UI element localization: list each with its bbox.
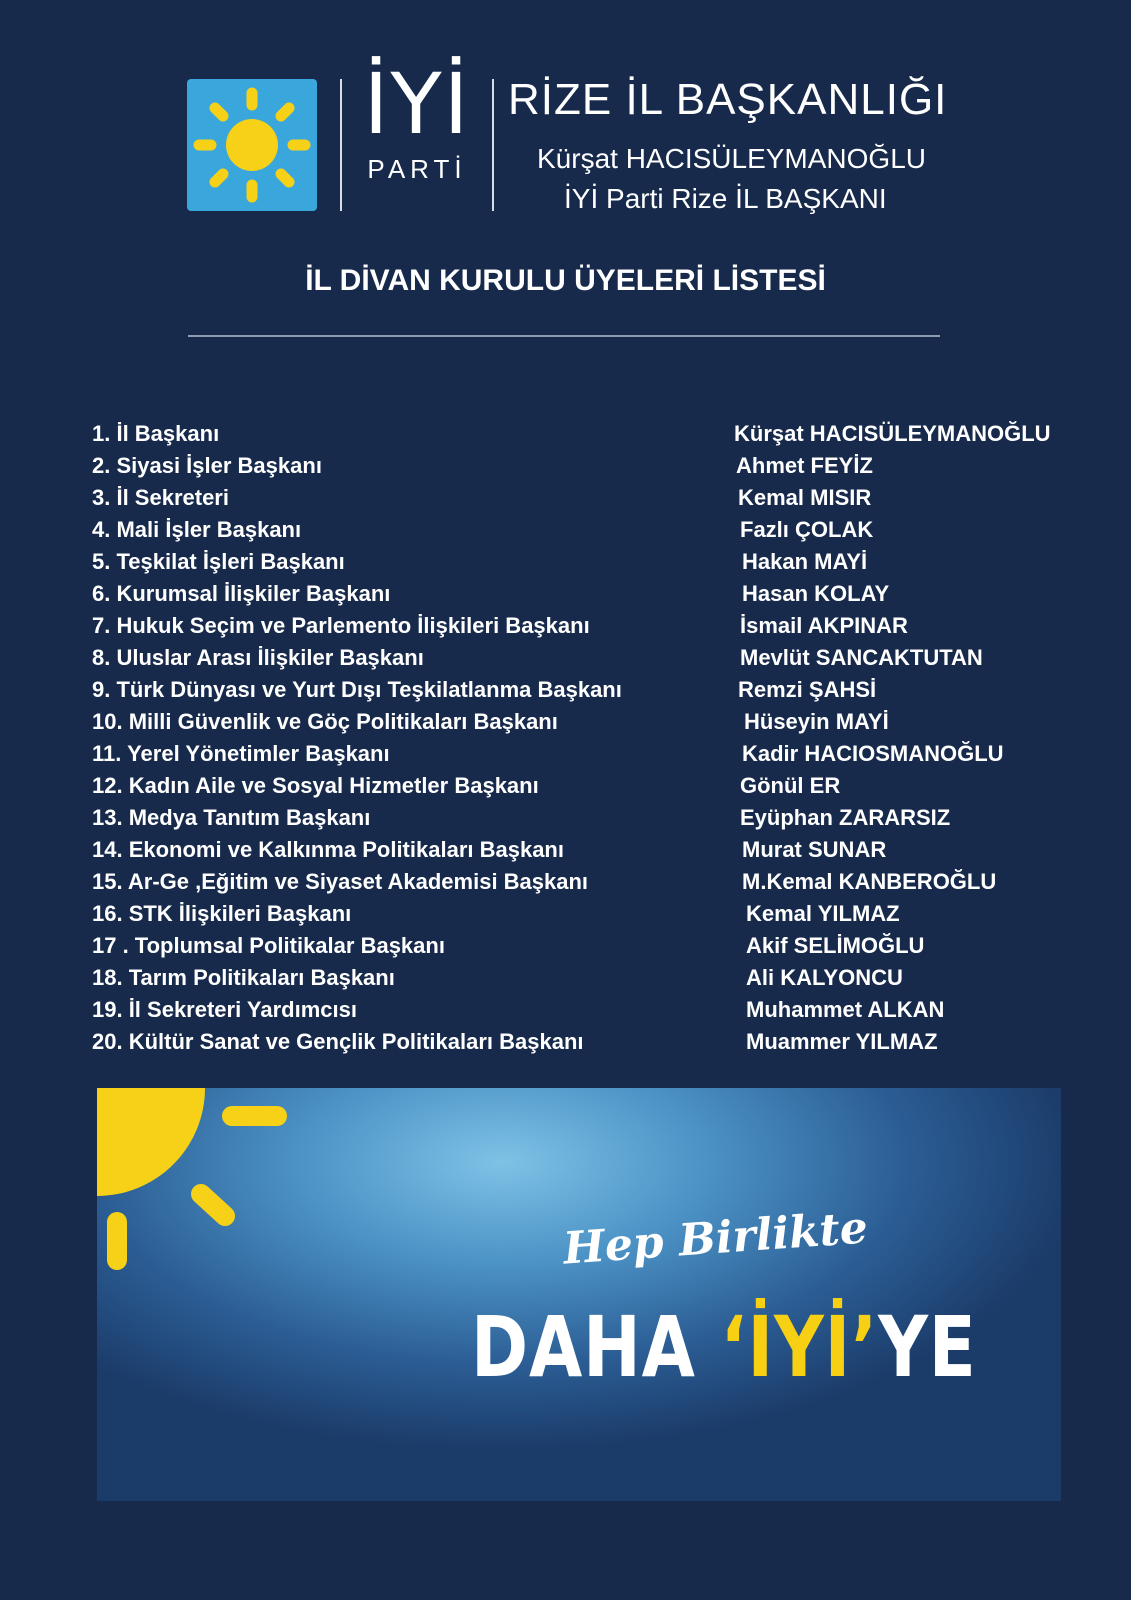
member-name: Fazlı ÇOLAK: [740, 517, 874, 542]
wordmark-parti: PARTİ: [367, 154, 467, 184]
member-name: Hüseyin MAYİ: [744, 709, 889, 734]
slogan-iyi: ‘İYİ’: [720, 1298, 879, 1396]
member-row: [92, 773, 1112, 805]
member-position: 12. Kadın Aile ve Sosyal Hizmetler Başkanı: [92, 773, 539, 798]
slogan-line-1: Hep Birlikte: [561, 1202, 870, 1275]
wordmark-iyi: İYİ: [363, 55, 471, 153]
member-position: 6. Kurumsal İlişkiler Başkanı: [92, 581, 391, 606]
member-list: [92, 421, 1112, 1061]
member-name: Akif SELİMOĞLU: [746, 933, 925, 958]
member-name: Gönül ER: [740, 773, 841, 798]
logo-divider-right: [492, 79, 494, 211]
member-name: Muammer YILMAZ: [746, 1029, 938, 1054]
member-position: 18. Tarım Politikaları Başkanı: [92, 965, 395, 990]
member-position: 17 . Toplumsal Politikalar Başkanı: [92, 933, 445, 958]
member-name: Murat SUNAR: [742, 837, 887, 862]
member-position: 1. İl Başkanı: [92, 421, 220, 446]
member-row: [92, 581, 1112, 613]
member-row: [92, 837, 1112, 869]
banner-sun-icon: [97, 1088, 317, 1288]
member-position: 7. Hukuk Seçim ve Parlemento İlişkileri Başkanı: [92, 613, 590, 638]
member-row: [92, 933, 1112, 965]
member-position: 4. Mali İşler Başkanı: [92, 517, 302, 542]
member-row: [92, 965, 1112, 997]
party-logo: [187, 79, 317, 211]
member-position: 15. Ar-Ge ,Eğitim ve Siyaset Akademisi Başkanı: [92, 869, 589, 894]
member-name: Muhammet ALKAN: [746, 997, 945, 1022]
member-row: [92, 741, 1112, 773]
member-row: [92, 549, 1112, 581]
member-row: [92, 997, 1112, 1029]
member-name: Eyüphan ZARARSIZ: [740, 805, 951, 830]
member-row: [92, 901, 1112, 933]
member-name: Remzi ŞAHSİ: [738, 677, 877, 702]
member-name: Kadir HACIOSMANOĞLU: [742, 741, 1004, 766]
member-name: İsmail AKPINAR: [740, 613, 908, 638]
member-row: [92, 709, 1112, 741]
slogan-ye: YE: [878, 1298, 977, 1396]
member-position: 14. Ekonomi ve Kalkınma Politikaları Başkanı: [92, 837, 564, 862]
slogan-line-2: [471, 1298, 977, 1396]
sun-icon: [187, 79, 317, 211]
member-name: Hasan KOLAY: [742, 581, 890, 606]
member-position: 13. Medya Tanıtım Başkanı: [92, 805, 371, 830]
party-wordmark: [358, 55, 476, 185]
member-position: 10. Milli Güvenlik ve Göç Politikaları Başkanı: [92, 709, 558, 734]
member-row: [92, 485, 1112, 517]
member-name: Kürşat HACISÜLEYMANOĞLU: [734, 421, 1051, 446]
member-row: [92, 613, 1112, 645]
member-position: 5. Teşkilat İşleri Başkanı: [92, 549, 345, 574]
member-name: Ahmet FEYİZ: [736, 453, 873, 478]
logo-divider-left: [340, 79, 342, 211]
member-name: Hakan MAYİ: [742, 549, 868, 574]
member-row: [92, 517, 1112, 549]
title-divider: [188, 335, 940, 337]
org-title: RİZE İL BAŞKANLIĞI: [508, 75, 948, 124]
slogan-daha: DAHA: [471, 1298, 721, 1396]
member-name: Mevlüt SANCAKTUTAN: [740, 645, 983, 670]
member-row: [92, 645, 1112, 677]
member-position: 2. Siyasi İşler Başkanı: [92, 453, 322, 478]
member-position: 11. Yerel Yönetimler Başkanı: [92, 741, 390, 766]
member-name: M.Kemal KANBEROĞLU: [742, 869, 997, 894]
member-row: [92, 421, 1112, 453]
header-block: [508, 75, 948, 124]
chair-name: Kürşat HACISÜLEYMANOĞLU: [537, 143, 926, 174]
member-position: 19. İl Sekreteri Yardımcısı: [92, 997, 357, 1022]
member-name: Kemal MISIR: [738, 485, 872, 510]
member-row: [92, 677, 1112, 709]
member-name: Ali KALYONCU: [746, 965, 903, 990]
member-row: [92, 1029, 1112, 1061]
member-position: 20. Kültür Sanat ve Gençlik Politikaları Başkanı: [92, 1029, 584, 1054]
member-row: [92, 805, 1112, 837]
member-position: 3. İl Sekreteri: [92, 485, 229, 510]
member-row: [92, 453, 1112, 485]
member-row: [92, 869, 1112, 901]
member-position: 8. Uluslar Arası İlişkiler Başkanı: [92, 645, 424, 670]
slogan-banner: [97, 1088, 1061, 1501]
chair-role: İYİ Parti Rize İL BAŞKANI: [564, 183, 887, 214]
member-position: 16. STK İlişkileri Başkanı: [92, 901, 352, 926]
member-position: 9. Türk Dünyası ve Yurt Dışı Teşkilatlanma Başkanı: [92, 677, 622, 702]
member-name: Kemal YILMAZ: [746, 901, 900, 926]
list-title: İL DİVAN KURULU ÜYELERİ LİSTESİ: [305, 264, 826, 297]
